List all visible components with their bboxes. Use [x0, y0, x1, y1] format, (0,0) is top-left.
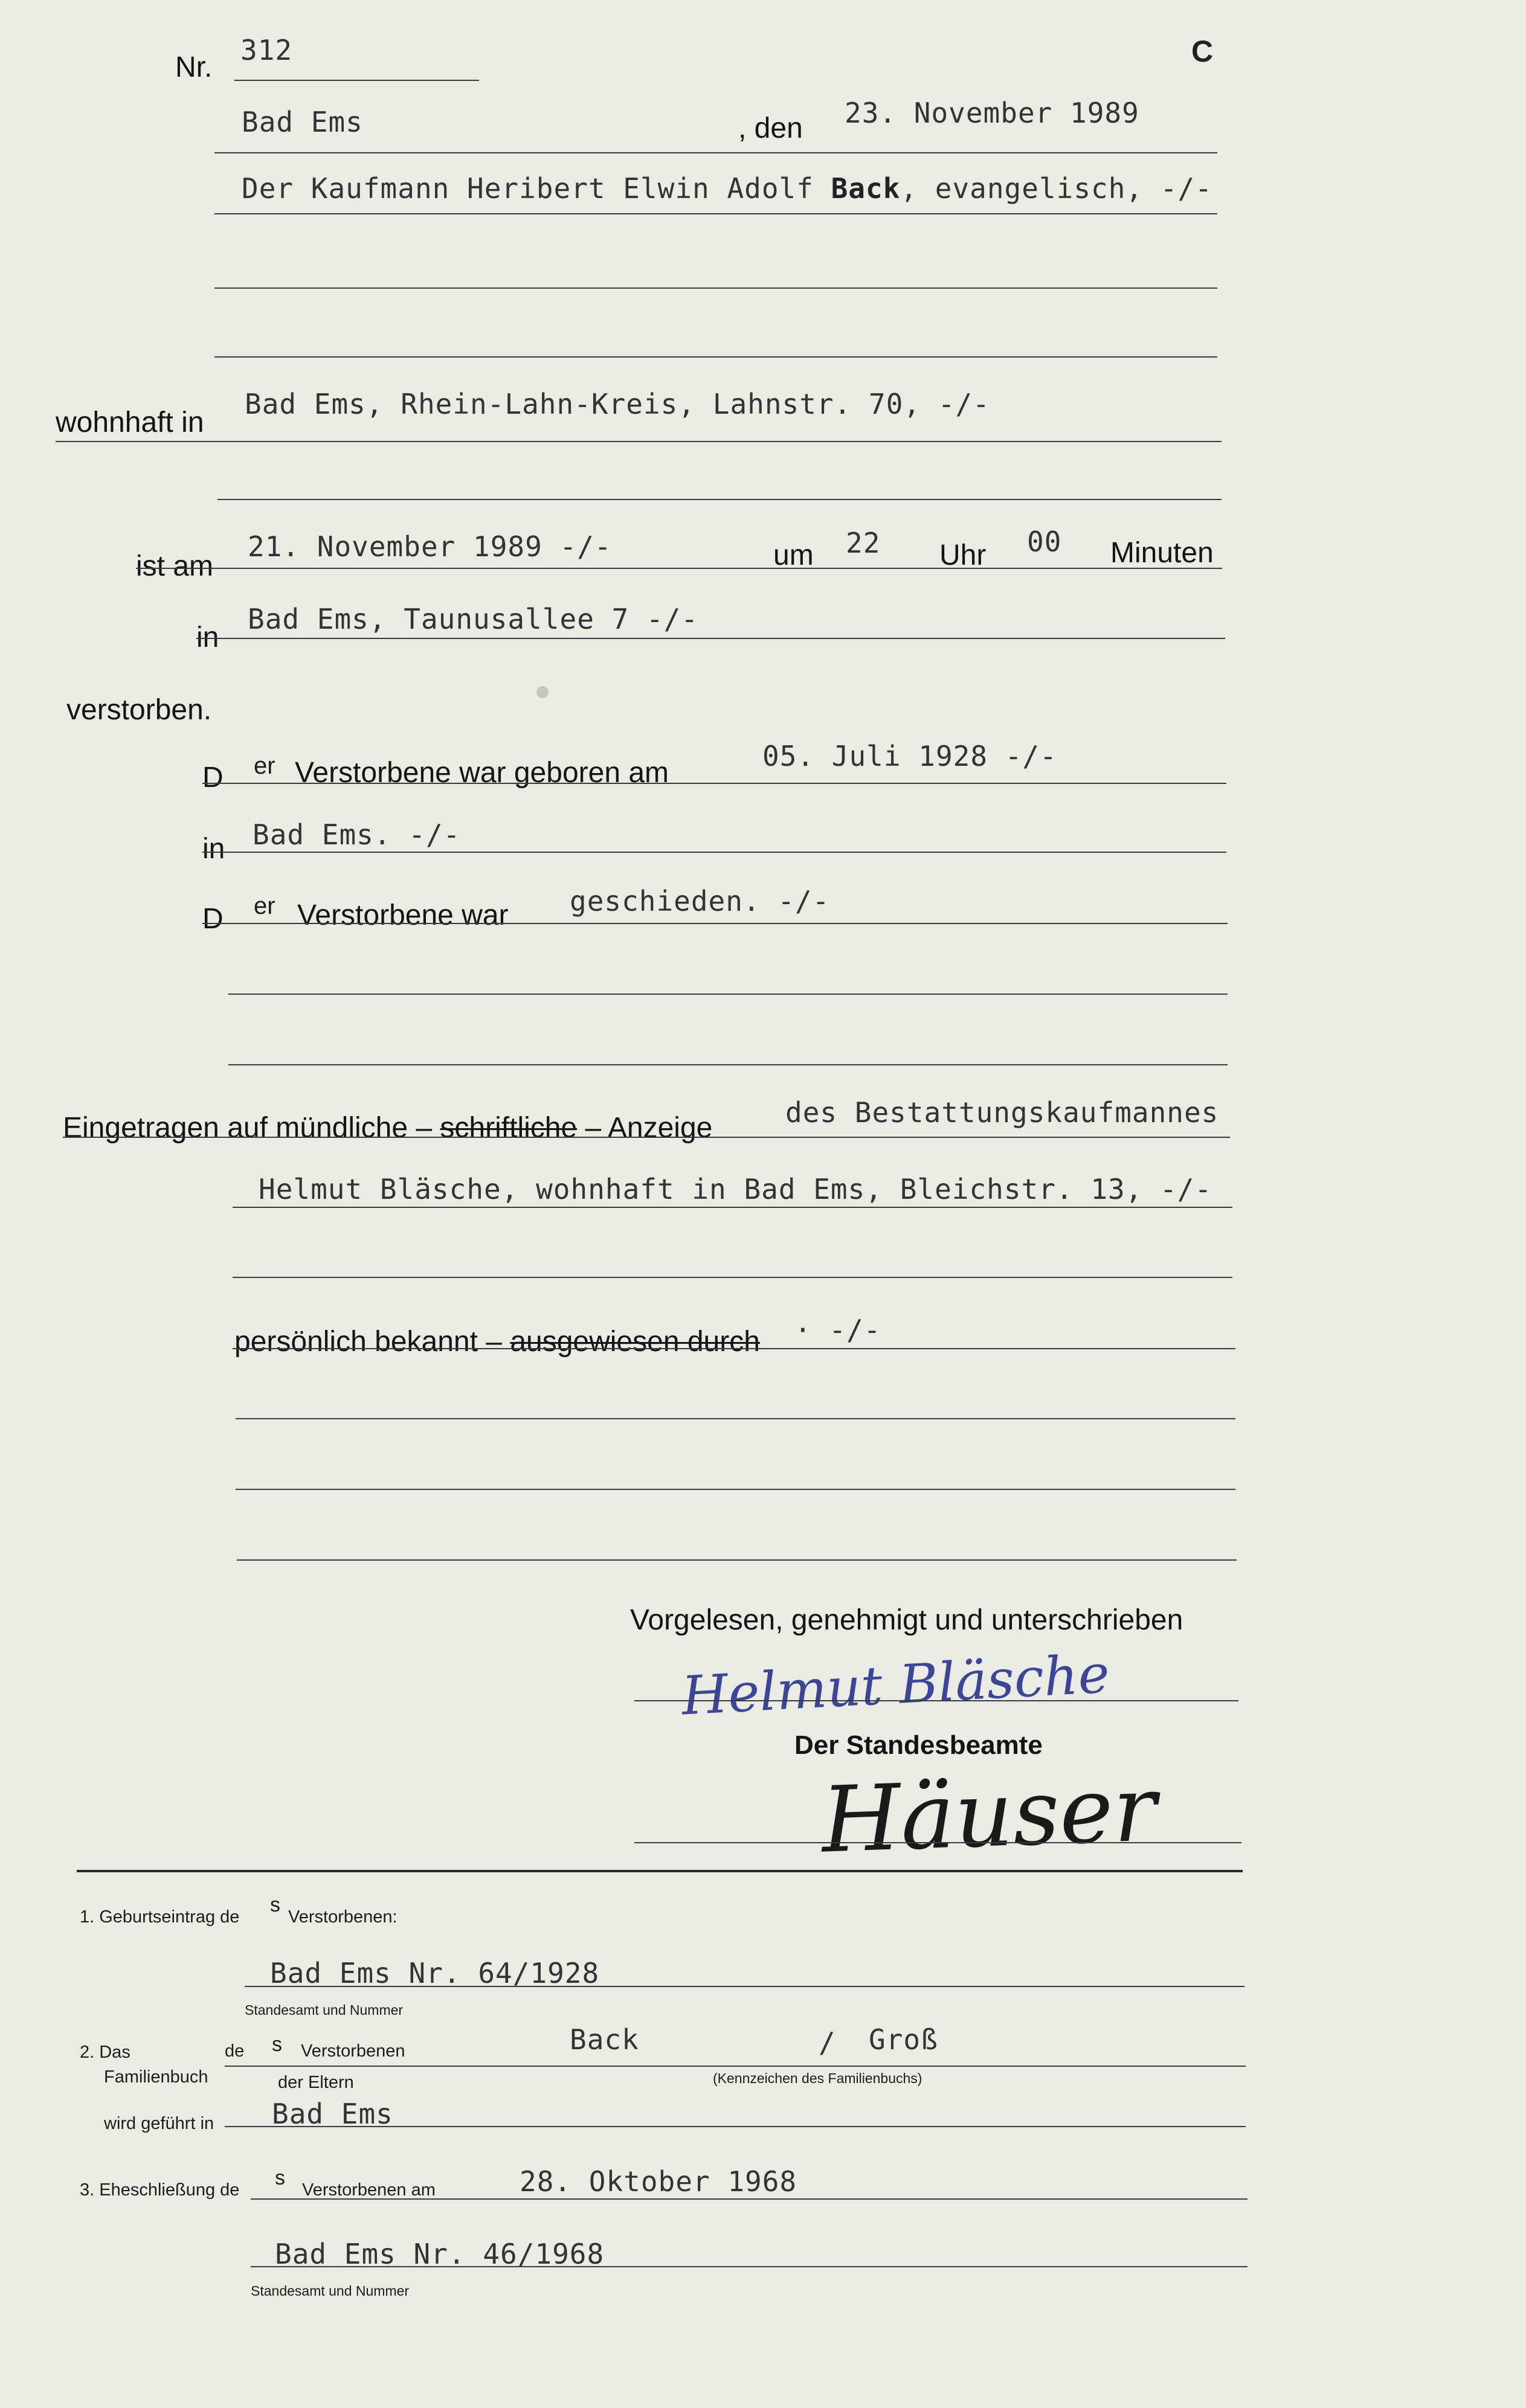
identity-line — [233, 1348, 1235, 1349]
blank-line-1 — [236, 1418, 1235, 1419]
residence-line-2 — [217, 499, 1222, 500]
marital-line-2 — [228, 994, 1228, 995]
registration-line — [63, 1137, 1230, 1138]
residence-value: Bad Ems, Rhein-Lahn-Kreis, Lahnstr. 70, -/- — [245, 388, 990, 420]
birth-place-line — [202, 852, 1226, 853]
registration-label: Eingetragen auf mündliche – schriftliche – Anzeige — [63, 1112, 713, 1144]
birth-label: Verstorbene war geboren am — [295, 757, 669, 789]
birth-entry-sup: s — [270, 1893, 280, 1916]
name-line-2 — [214, 287, 1217, 289]
blank-line-2 — [236, 1489, 1235, 1490]
family-book-name: Back — [570, 2023, 639, 2056]
death-place: Bad Ems, Taunusallee 7 -/- — [248, 603, 699, 635]
name-line-1 — [214, 213, 1217, 214]
marriage-sup: s — [275, 2166, 285, 2189]
uhr-label: Uhr — [939, 539, 987, 571]
register-code: C — [1191, 34, 1214, 68]
marital-status: geschieden. -/- — [570, 885, 830, 917]
death-place-line — [196, 638, 1225, 639]
death-date: 21. November 1989 -/- — [248, 530, 612, 563]
birth-er-label: er — [254, 753, 275, 779]
birth-entry-value: Bad Ems Nr. 64/1928 — [270, 1957, 600, 1989]
identity-struck: ausgewiesen durch — [510, 1326, 760, 1358]
date-line — [214, 152, 1217, 153]
verstorben-label: verstorben. — [66, 694, 212, 726]
family-book-slash: / — [819, 2026, 836, 2059]
registration-line-3 — [233, 1277, 1232, 1278]
marriage-label: 3. Eheschließung de — [80, 2180, 240, 2200]
um-label: um — [773, 539, 814, 571]
marriage-caption: Standesamt und Nummer — [251, 2283, 410, 2299]
marriage-date-line — [251, 2198, 1248, 2200]
death-date-label: ist am — [136, 550, 214, 582]
registration-text-1: des Bestattungskaufmannes — [785, 1096, 1219, 1129]
surname: Back — [831, 172, 901, 205]
identity-label: persönlich bekannt – ausgewiesen durch — [234, 1326, 760, 1358]
family-book-sup: s — [272, 2033, 282, 2056]
registrar-signature: Häuser — [820, 1756, 1159, 1873]
death-hour: 22 — [846, 527, 881, 559]
family-book-place: Bad Ems — [272, 2098, 393, 2130]
birth-entry-caption: Standesamt und Nummer — [245, 2002, 404, 2018]
birth-entry-line — [245, 1986, 1244, 1987]
birth-place: Bad Ems. -/- — [253, 818, 461, 851]
birth-place-label: in — [202, 833, 225, 865]
punch-mark — [536, 686, 549, 698]
birth-date-line — [202, 783, 1226, 784]
birth-entry-label-b: Verstorbenen: — [288, 1907, 398, 1927]
marriage-value: Bad Ems Nr. 46/1968 — [275, 2238, 605, 2270]
minuten-label: Minuten — [1110, 537, 1214, 569]
family-book-label: Familienbuch — [104, 2067, 208, 2087]
date-value: 23. November 1989 — [845, 97, 1139, 129]
marital-label: Verstorbene war — [297, 899, 509, 931]
birth-date: 05. Juli 1928 -/- — [762, 740, 1057, 772]
family-book-de: de — [225, 2041, 245, 2061]
family-book-kept-label: wird geführt in — [104, 2114, 214, 2133]
informant-signature-line — [634, 1700, 1238, 1701]
closing-text: Vorgelesen, genehmigt und unterschrieben — [630, 1604, 1183, 1636]
residence-line — [56, 441, 1222, 442]
family-book-parents: der Eltern — [278, 2073, 354, 2092]
marital-er-label: er — [254, 893, 275, 919]
death-date-line — [136, 568, 1222, 569]
residence-label: wohnhaft in — [56, 406, 204, 438]
family-book-line — [225, 2066, 1246, 2067]
deceased-name: Der Kaufmann Heribert Elwin Adolf Back, evangelisch, -/- — [242, 172, 1212, 205]
family-book-das: 2. Das — [80, 2043, 130, 2062]
family-book-caption: (Kennzeichen des Familienbuchs) — [713, 2070, 922, 2086]
marriage-date: 28. Oktober 1968 — [520, 2165, 797, 2198]
registration-struck: schriftliche — [440, 1112, 578, 1144]
family-book-deceased: Verstorbenen — [301, 2041, 405, 2061]
family-book-place-line — [225, 2126, 1246, 2127]
den-label: , den — [738, 112, 803, 144]
birth-d-label: D — [202, 762, 224, 794]
marriage-label-b: Verstorbenen am — [302, 2180, 436, 2200]
marital-line-3 — [228, 1064, 1228, 1065]
registrar-signature-line — [634, 1842, 1241, 1843]
informant-signature: Helmut Bläsche — [680, 1642, 1112, 1727]
death-place-label: in — [196, 621, 219, 653]
entry-number: 312 — [240, 34, 293, 66]
birth-entry-label: 1. Geburtseintrag de — [80, 1907, 240, 1927]
place-value: Bad Ems — [242, 106, 363, 138]
registration-line-2 — [233, 1207, 1232, 1208]
death-minutes: 00 — [1027, 525, 1062, 558]
marital-d-label: D — [202, 903, 224, 935]
name-line-3 — [214, 356, 1217, 358]
registration-text-2: Helmut Bläsche, wohnhaft in Bad Ems, Bleichstr. 13, -/- — [259, 1173, 1212, 1206]
family-book-code: Groß — [869, 2023, 938, 2056]
marriage-line — [251, 2266, 1248, 2267]
marital-line — [202, 923, 1228, 924]
registrar-title: Der Standesbeamte — [794, 1730, 1043, 1760]
identity-mark: · -/- — [794, 1314, 881, 1346]
nr-line — [234, 80, 479, 81]
nr-label: Nr. — [175, 51, 213, 83]
footer-divider — [77, 1870, 1243, 1872]
blank-line-3 — [237, 1559, 1237, 1561]
